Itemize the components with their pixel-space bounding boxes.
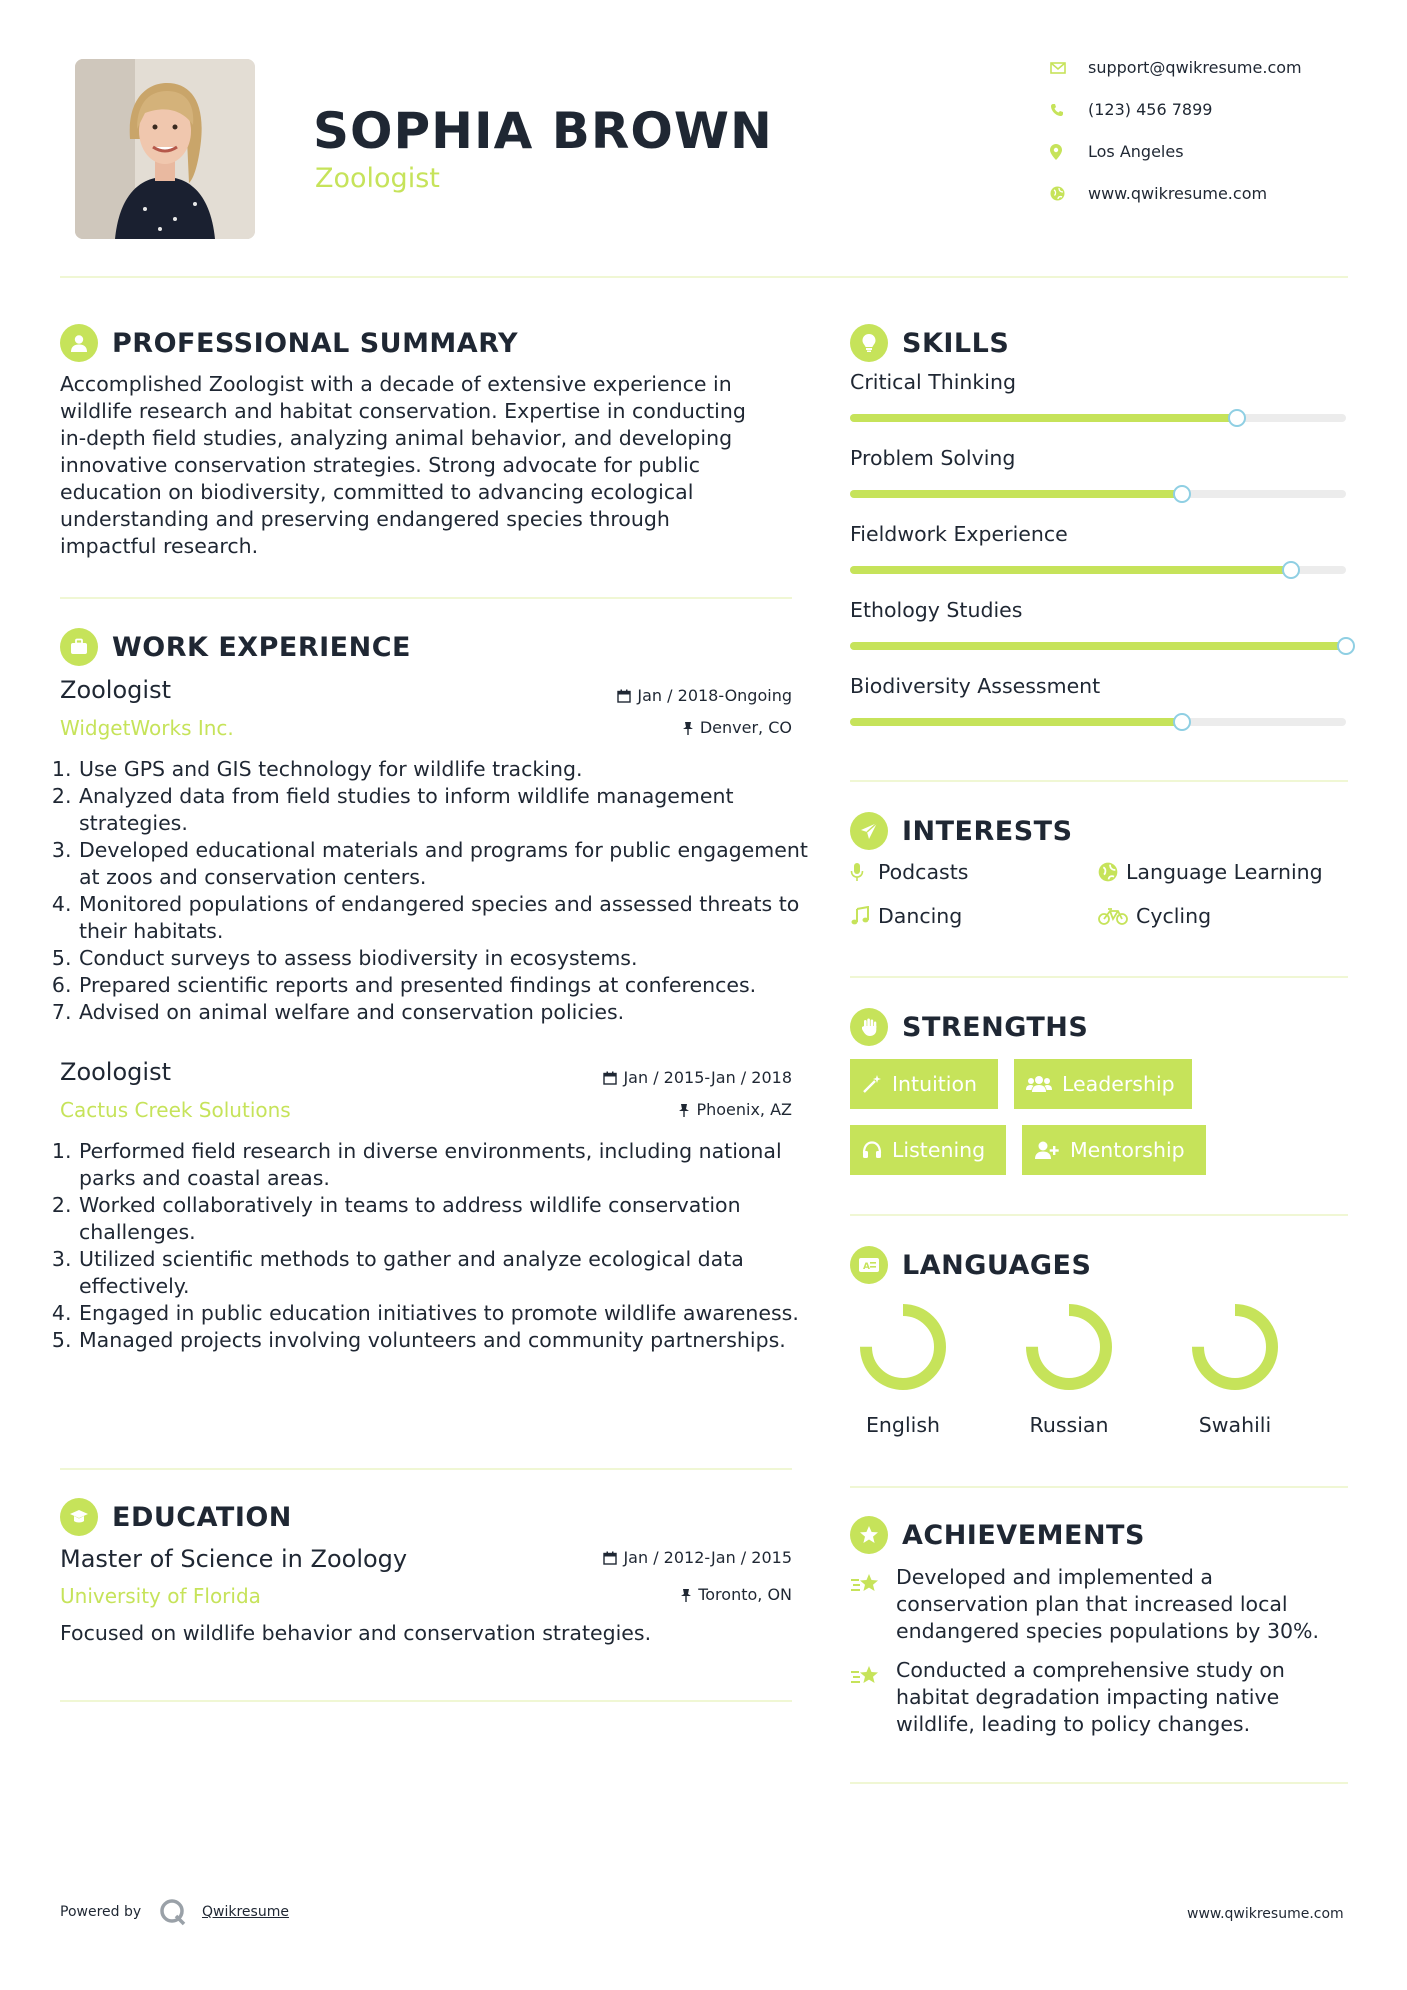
education-heading: EDUCATION [112,1501,292,1533]
summary-divider [60,597,792,599]
strength-chip [850,1125,1006,1175]
job-dates [500,686,792,705]
job-dates-text: Jan / 2018-Ongoing [637,686,792,705]
experience-heading: WORK EXPERIENCE [112,631,411,663]
language-label: English [865,1413,941,1437]
skill-label: Biodiversity Assessment [850,674,1101,698]
calendar-icon [603,1551,617,1565]
interests-section-header [850,812,1073,850]
summary-line: education on biodiversity, committed to advancing ecological [60,480,694,504]
skill-fill [850,414,1237,422]
skill-slider-knob[interactable] [1337,637,1355,655]
duty-item: 6. Prepared scientific reports and presented findings at conferences. [78,972,818,999]
contact-location [1050,142,1184,161]
skills-divider [850,780,1348,782]
qwikresume-link[interactable]: Qwikresume [202,1904,289,1920]
shooting-star-icon [850,1662,882,1690]
summary-text [60,371,800,560]
summary-line: Accomplished Zoologist with a decade of extensive experience in [60,372,732,396]
user-icon [60,324,98,362]
skill-label: Fieldwork Experience [850,522,1068,546]
powered-by-label: Powered by [60,1904,142,1920]
job-dates-text: Jan / 2015-Jan / 2018 [623,1068,792,1087]
education-location-text: Toronto, ON [698,1585,792,1604]
language-label: Russian [1029,1413,1109,1437]
shooting-star-icon [850,1570,882,1598]
strengths-section-header [850,1008,1088,1046]
achievement-icon-wrap [850,1570,890,1602]
duty-item: 3. Utilized scientific methods to gather and analyze ecological data effectively. [78,1246,818,1300]
profile-photo [75,59,255,239]
graduate-icon [60,1498,98,1536]
languages-heading: LANGUAGES [902,1249,1092,1281]
language-icon [850,1246,888,1284]
job-role: Zoologist [60,1058,171,1086]
strength-label: Leadership [1062,1072,1175,1096]
strengths-heading: STRENGTHS [902,1011,1089,1043]
experience-section-header [60,628,411,666]
globe-icon [1098,862,1118,882]
calendar-icon [603,1071,617,1085]
candidate-name: SOPHIA BROWN [313,102,773,160]
summary-line: in-depth field studies, analyzing animal behavior, and developing [60,426,733,450]
language-ring [1026,1304,1112,1390]
achievements-heading: ACHIEVEMENTS [902,1519,1145,1551]
skills-section-header [850,324,1009,362]
strength-label: Listening [892,1138,986,1162]
summary-line: innovative conservation strategies. Strong advocate for public [60,453,701,477]
interest-label: Cycling [1136,904,1212,928]
skill-track [850,566,1346,574]
school-name: University of Florida [60,1584,261,1608]
skill-slider-knob[interactable] [1173,485,1191,503]
job-location [500,1100,792,1119]
phone-icon [1050,103,1064,117]
strength-label: Intuition [892,1072,978,1096]
experience-divider [60,1468,792,1470]
duty-item: 1. Performed field research in diverse environments, including national parks and coastal areas. [78,1138,818,1192]
skill-fill [850,642,1346,650]
interest-item [850,904,962,928]
microphone-icon [850,862,864,882]
calendar-icon [617,689,631,703]
contact-email[interactable] [1050,58,1302,77]
pushpin-icon [678,1103,690,1117]
email-icon [1050,62,1066,74]
job-role: Zoologist [60,676,171,704]
duty-item: 5. Managed projects involving volunteers and community partnerships. [78,1327,818,1354]
skills-heading: SKILLS [902,327,1010,359]
degree-title: Master of Science in Zoology [60,1545,408,1573]
language-ring-arc [1032,1310,1106,1384]
strength-label: Mentorship [1070,1138,1185,1162]
job-duties-list [60,756,818,1026]
strengths-divider [850,1214,1348,1216]
job-dates [500,1068,792,1087]
interest-item [850,860,968,884]
education-divider [60,1700,792,1702]
skill-slider-knob[interactable] [1228,409,1246,427]
achievement-text: Developed and implemented a conservation plan that increased local endangered species populations by 30%. [896,1565,1320,1643]
interest-label: Podcasts [878,860,969,884]
footer-website[interactable]: www.qwikresume.com [1187,1906,1344,1922]
skill-label: Ethology Studies [850,598,1023,622]
job-location-text: Denver, CO [699,718,792,737]
strength-chip [850,1059,998,1109]
summary-line: understanding and preserving endangered species through [60,507,670,531]
language-label: Swahili [1198,1413,1272,1437]
globe-icon [1050,186,1065,201]
education-dates-text: Jan / 2012-Jan / 2015 [623,1548,792,1567]
briefcase-icon [60,628,98,666]
duty-item: 4. Engaged in public education initiatives to promote wildlife awareness. [78,1300,818,1327]
skill-label: Critical Thinking [850,370,1016,394]
job-location-text: Phoenix, AZ [696,1100,792,1119]
location-pin-icon [1050,144,1062,160]
education-section-header [60,1498,292,1536]
skill-fill [850,490,1182,498]
hand-icon [850,1008,888,1046]
interests-divider [850,976,1348,978]
education-description: Focused on wildlife behavior and conservation strategies. [60,1621,652,1645]
education-dates [500,1548,792,1567]
skill-slider-knob[interactable] [1173,713,1191,731]
summary-line: impactful research. [60,534,259,558]
paper-plane-icon [850,812,888,850]
contact-phone[interactable] [1050,100,1212,119]
skill-slider-knob[interactable] [1282,561,1300,579]
svg-text:A: A [863,1262,870,1272]
interest-item [1098,904,1211,928]
summary-heading: PROFESSIONAL SUMMARY [112,327,519,359]
contact-website-text: www.qwikresume.com [1088,184,1268,203]
job-location [500,718,792,737]
interest-label: Language Learning [1126,860,1323,884]
strength-chip [1014,1059,1192,1109]
duty-item: 3. Developed educational materials and programs for public engagement at zoos and conservation centers. [78,837,818,891]
language-ring [1192,1304,1278,1390]
duty-item: 2. Analyzed data from field studies to inform wildlife management strategies. [78,783,818,837]
languages-divider [850,1486,1348,1488]
language-ring [860,1304,946,1390]
lightbulb-icon [850,324,888,362]
contact-location-text: Los Angeles [1088,142,1184,161]
contact-email-text: support@qwikresume.com [1088,58,1302,77]
strength-chip [1022,1125,1206,1175]
interest-item [1098,860,1323,884]
header-divider [60,276,1348,278]
duty-item: 5. Conduct surveys to assess biodiversity in ecosystems. [78,945,818,972]
achievements-section-header [850,1516,1145,1554]
duty-item: 2. Worked collaboratively in teams to address wildlife conservation challenges. [78,1192,818,1246]
job-company: Cactus Creek Solutions [60,1098,291,1122]
contact-phone-text: (123) 456 7899 [1088,100,1213,119]
qwikresume-logo-icon [158,1897,188,1927]
skill-track [850,490,1346,498]
achievement-icon-wrap [850,1662,890,1694]
skill-fill [850,566,1291,574]
skill-fill [850,718,1182,726]
skill-label: Problem Solving [850,446,1016,470]
contact-website[interactable] [1050,184,1267,203]
summary-section-header [60,324,518,362]
duty-item: 7. Advised on animal welfare and conservation policies. [78,999,818,1026]
language-ring-arc [866,1310,940,1384]
education-location [500,1585,792,1604]
skill-track [850,718,1346,726]
language-ring-arc [1198,1310,1272,1384]
qwikresume-logo [158,1897,188,1931]
summary-line: wildlife research and habitat conservation. Expertise in conducting [60,399,746,423]
candidate-title: Zoologist [315,163,440,194]
duty-item: 1. Use GPS and GIS technology for wildlife tracking. [78,756,818,783]
headphones-icon [862,1140,882,1160]
magic-wand-icon [862,1074,882,1094]
pushpin-icon [680,1588,692,1602]
duty-item: 4. Monitored populations of endangered species and assessed threats to their habitats. [78,891,818,945]
languages-section-header [850,1246,1091,1284]
users-icon [1026,1074,1052,1094]
job-duties-list [60,1138,818,1354]
portrait-photo [75,59,255,239]
star-badge-icon [850,1516,888,1554]
user-plus-icon [1034,1140,1060,1160]
music-note-icon [850,906,870,926]
achievements-divider [850,1782,1348,1784]
interest-label: Dancing [878,904,963,928]
skill-track [850,414,1346,422]
interests-heading: INTERESTS [902,815,1073,847]
bicycle-icon [1098,907,1128,925]
pushpin-icon [682,721,694,735]
skill-track [850,642,1346,650]
job-company: WidgetWorks Inc. [60,716,234,740]
achievement-text: Conducted a comprehensive study on habitat degradation impacting native wildlife, leading to policy changes. [896,1658,1285,1736]
